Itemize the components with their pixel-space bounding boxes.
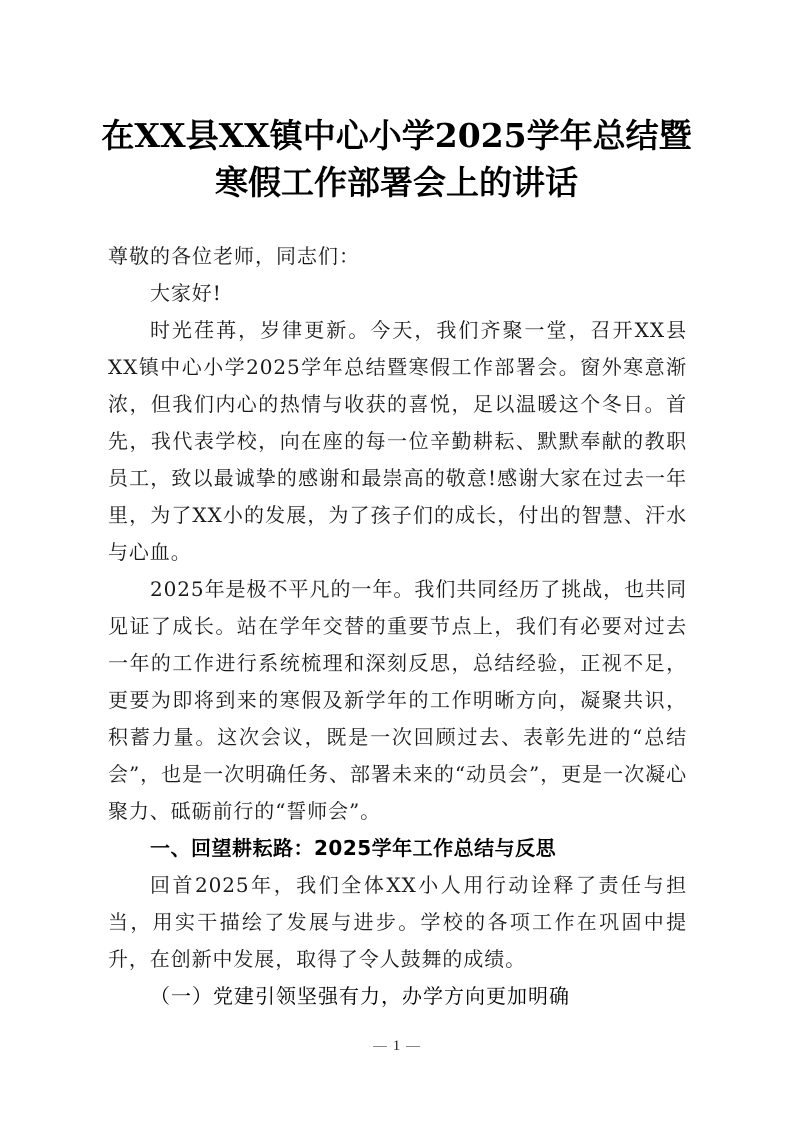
document-title xyxy=(60,112,733,206)
page-number: 1 xyxy=(392,1038,401,1054)
paragraph-purpose: 2025年是极不平凡的一年。我们共同经历了挑战，也共同见证了成长。站在学年交替的重要节点上，我们有必要对过去一年的工作进行系统梳理和深刻反思，总结经验，正视不足，更要为即将到来的寒假及新学年的工作明晰方向，凝聚共识，积蓄力量。这次会议，既是一次回顾过去、表彰先进的“总结会”，也是一次明确任务、部署未来的“动员会”，更是一次凝心聚力、砥砺前行的“誓师会”。 xyxy=(108,577,687,823)
footer-dash-left xyxy=(373,1046,387,1047)
title-line-1: 在XX县XX镇中心小学2025学年总结暨 xyxy=(101,116,692,155)
page-footer xyxy=(0,1038,793,1055)
title-line-2: 寒假工作部署会上的讲话 xyxy=(215,163,578,202)
subsection-heading: （一）党建引领坚强有力，办学方向更加明确 xyxy=(150,984,570,1008)
footer-dash-right xyxy=(406,1046,420,1047)
salutation: 尊敬的各位老师，同志们： xyxy=(108,244,360,268)
paragraph-section-intro: 回首2025年，我们全体XX小人用行动诠释了责任与担当，用实干描绘了发展与进步。学校的各项工作在巩固中提升，在创新中发展，取得了令人鼓舞的成绩。 xyxy=(108,873,687,971)
paragraph-greeting: 大家好! xyxy=(150,281,222,305)
section-heading: 一、回望耕耘路：2025学年工作总结与反思 xyxy=(150,836,557,860)
document-body xyxy=(108,238,687,1015)
paragraph-opening: 时光荏苒，岁律更新。今天，我们齐聚一堂，召开XX县XX镇中心小学2025学年总结暨寒假工作部署会。窗外寒意渐浓，但我们内心的热情与收获的喜悦，足以温暖这个冬日。首先，我代表学校，向在座的每一位辛勤耕耘、默默奉献的教职员工，致以最诚挚的感谢和最崇高的敬意!感谢大家在过去一年里，为了XX小的发展，为了孩子们的成长，付出的智慧、汗水与心血。 xyxy=(108,318,687,564)
